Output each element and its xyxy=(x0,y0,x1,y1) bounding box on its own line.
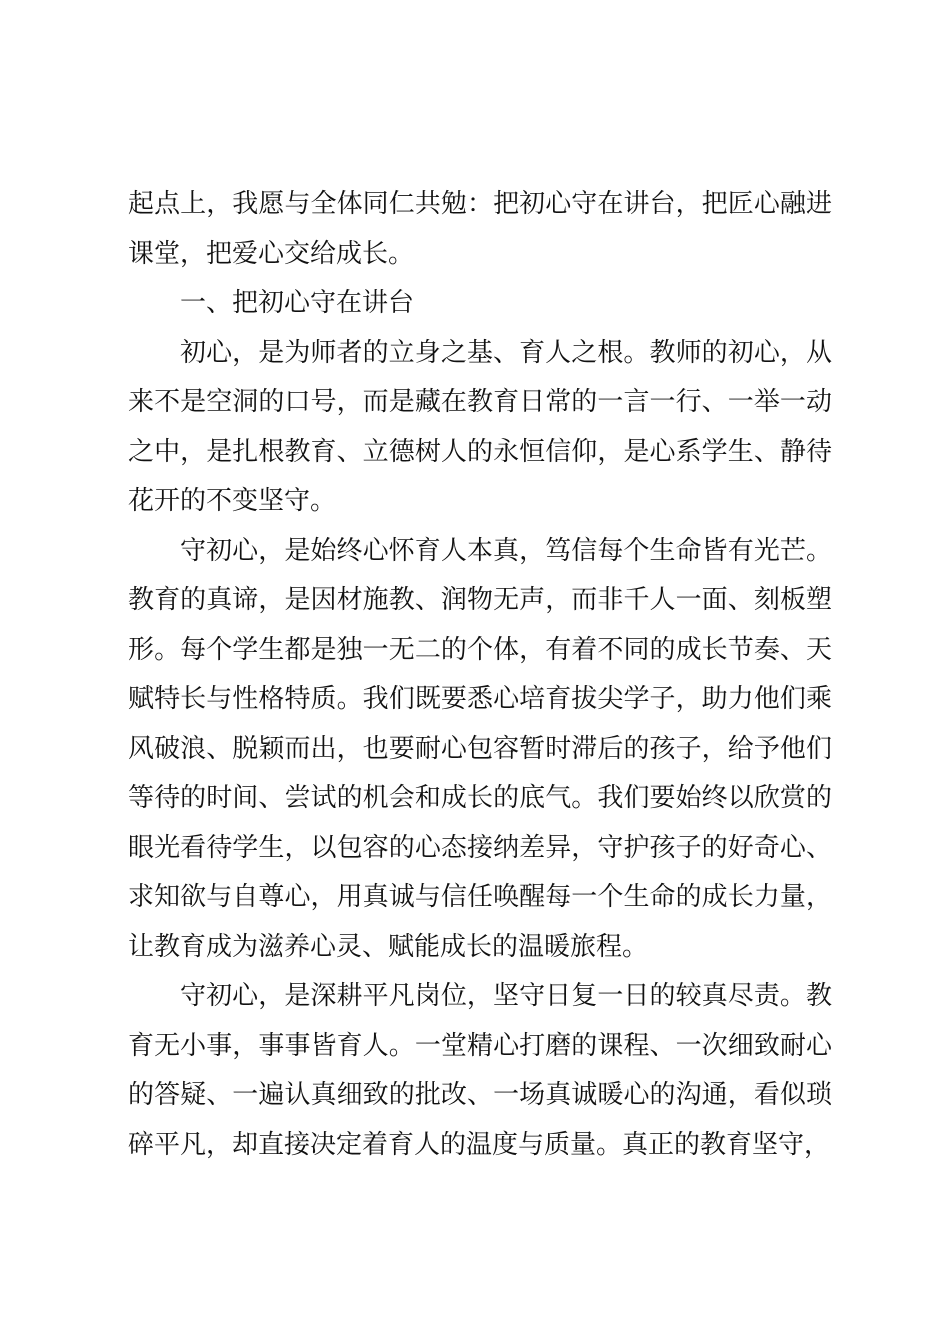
document-body xyxy=(128,180,832,1170)
paragraph-4: 守初心，是深耕平凡岗位，坚守日复一日的较真尽责。教育无小事，事事皆育人。一堂精心打磨的课程、一次细致耐心的答疑、一遍认真细致的批改、一场真诚暖心的沟通，看似琐碎平凡，却直接决定着育人的温度与质量。真正的教育坚守， xyxy=(128,981,832,1160)
paragraph-2: 初心，是为师者的立身之基、育人之根。教师的初心，从来不是空洞的口号，而是藏在教育日常的一言一行、一举一动之中，是扎根教育、立德树人的永恒信仰，是心系学生、静待花开的不变坚守。 xyxy=(128,337,832,516)
section-heading-1: 一、把初心守在讲台 xyxy=(180,288,415,318)
paragraph-3: 守初心，是始终心怀育人本真，笃信每个生命皆有光芒。教育的真谛，是因材施教、润物无声，而非千人一面、刻板塑形。每个学生都是独一无二的个体，有着不同的成长节奏、天赋特长与性格特质。我们既要悉心培育拔尖学子，助力他们乘风破浪、脱颖而出，也要耐心包容暂时滞后的孩子，给予他们等待的时间、尝试的机会和成长的底气。我们要始终以欣赏的眼光看待学生，以包容的心态接纳差异，守护孩子的好奇心、求知欲与自尊心，用真诚与信任唤醒每一个生命的成长力量，让教育成为滋养心灵、赋能成长的温暖旅程。 xyxy=(128,535,832,962)
paragraph-1: 起点上，我愿与全体同仁共勉：把初心守在讲台，把匠心融进课堂，把爱心交给成长。 xyxy=(128,189,832,269)
